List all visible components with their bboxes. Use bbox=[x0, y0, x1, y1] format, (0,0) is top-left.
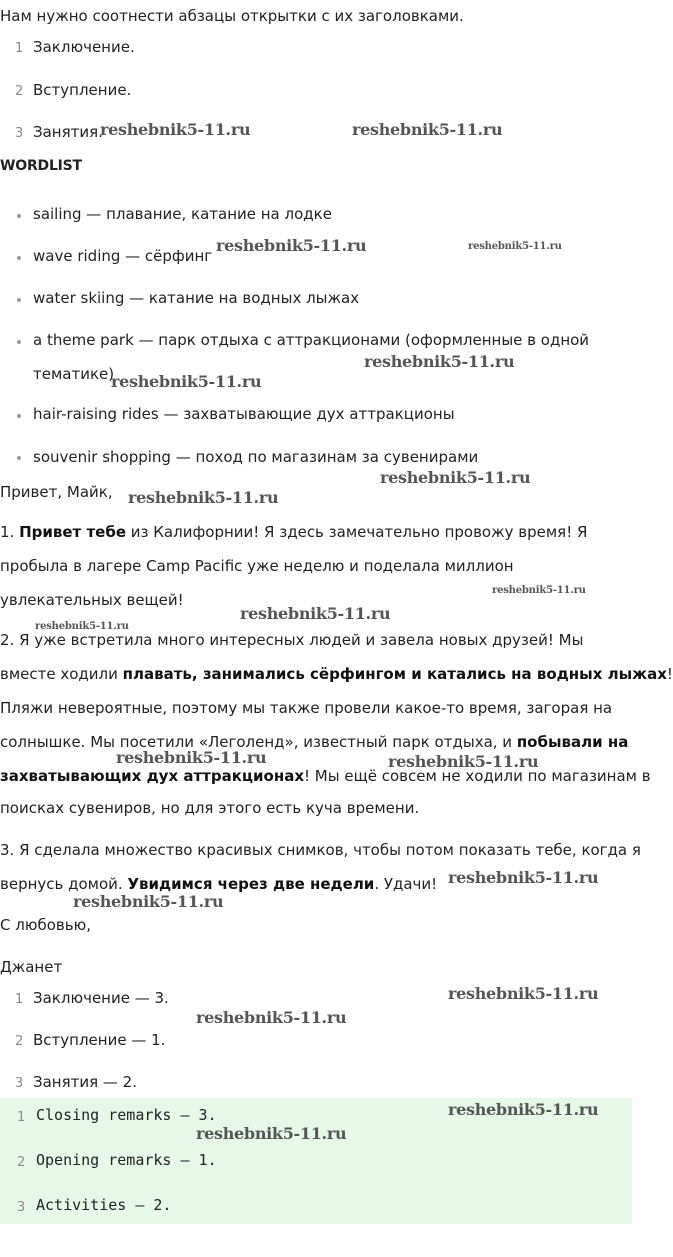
letter-paragraph-2-line: 2. Я уже встретила много интересных людей и завела новых друзей! Мы bbox=[0, 631, 584, 649]
list-number: 1 bbox=[15, 41, 24, 56]
wordlist-item: sailing — плавание, катание на лодке bbox=[33, 205, 332, 223]
list-item: Заключение. bbox=[33, 38, 135, 56]
task-intro: Нам нужно соотнести абзацы открытки с их заголовками. bbox=[0, 7, 464, 25]
watermark: reshebnik5-11.ru bbox=[116, 748, 267, 767]
bold-phrase: Увидимся через две недели bbox=[127, 875, 375, 893]
letter-paragraph-1-line: увлекательных вещей! bbox=[0, 591, 184, 609]
watermark: reshebnik5-11.ru bbox=[196, 1124, 347, 1143]
letter-greeting: Привет, Майк, bbox=[0, 483, 113, 501]
answer-item: Заключение — 3. bbox=[33, 989, 169, 1007]
watermark: reshebnik5-11.ru bbox=[388, 752, 539, 771]
list-number: 3 bbox=[15, 1076, 24, 1091]
watermark: reshebnik5-11.ru bbox=[35, 621, 129, 632]
bullet-icon bbox=[17, 298, 21, 302]
letter-signature: Джанет bbox=[0, 958, 63, 976]
watermark: reshebnik5-11.ru bbox=[216, 236, 367, 255]
list-number: 1 bbox=[17, 1110, 26, 1125]
list-number: 3 bbox=[17, 1200, 26, 1215]
answer-item-en: Closing remarks — 3. bbox=[36, 1106, 217, 1124]
bullet-icon bbox=[17, 414, 21, 418]
watermark: reshebnik5-11.ru bbox=[196, 1008, 347, 1027]
text-run: . Удачи! bbox=[374, 875, 438, 893]
letter-paragraph-1-line: пробыла в лагере Camp Pacific уже неделю и поделала миллион bbox=[0, 557, 514, 575]
text-run: из Калифорнии! Я здесь замечательно провожу время! Я bbox=[126, 523, 588, 541]
letter-paragraph-2-line bbox=[0, 764, 651, 788]
watermark: reshebnik5-11.ru bbox=[448, 1100, 599, 1119]
list-number: 1 bbox=[15, 992, 24, 1007]
wordlist-item: water skiing — катание на водных лыжах bbox=[33, 289, 360, 307]
wordlist-item: hair-raising rides — захватывающие дух аттракционы bbox=[33, 405, 455, 423]
watermark: reshebnik5-11.ru bbox=[448, 868, 599, 887]
watermark: reshebnik5-11.ru bbox=[111, 372, 262, 391]
paragraph-number: 1. bbox=[0, 523, 15, 541]
bullet-icon bbox=[17, 340, 21, 344]
bold-phrase: Привет тебе bbox=[19, 523, 126, 541]
watermark: reshebnik5-11.ru bbox=[73, 892, 224, 911]
wordlist-heading: WORDLIST bbox=[0, 158, 82, 174]
text-run: вернусь домой. bbox=[0, 875, 128, 893]
text-run: солнышке. Мы посетили «Леголенд», известный парк отдыха, и bbox=[0, 733, 517, 751]
bullet-icon bbox=[17, 214, 21, 218]
list-number: 2 bbox=[15, 1034, 24, 1049]
list-number: 2 bbox=[17, 1155, 26, 1170]
letter-closing: С любовью, bbox=[0, 916, 91, 934]
letter-paragraph-3-line: 3. Я сделала множество красивых снимков, чтобы потом показать тебе, когда я bbox=[0, 841, 641, 859]
watermark: reshebnik5-11.ru bbox=[128, 488, 279, 507]
answer-item: Вступление — 1. bbox=[33, 1031, 166, 1049]
answer-item-en: Opening remarks — 1. bbox=[36, 1151, 217, 1169]
watermark: reshebnik5-11.ru bbox=[364, 352, 515, 371]
bold-phrase: побывали на bbox=[516, 733, 629, 751]
bullet-icon bbox=[17, 456, 21, 460]
list-number: 3 bbox=[15, 126, 24, 141]
watermark: reshebnik5-11.ru bbox=[448, 984, 599, 1003]
text-run: ! bbox=[666, 665, 673, 683]
bold-phrase: захватывающих дух аттракционах bbox=[0, 767, 305, 785]
watermark: reshebnik5-11.ru bbox=[380, 468, 531, 487]
wordlist-item: wave riding — сёрфинг bbox=[33, 247, 213, 265]
watermark: reshebnik5-11.ru bbox=[352, 120, 503, 139]
list-item: Вступление. bbox=[33, 81, 132, 99]
list-item: Занятия. bbox=[33, 123, 103, 141]
watermark: reshebnik5-11.ru bbox=[240, 604, 391, 623]
letter-paragraph-2-line bbox=[0, 662, 673, 686]
letter-paragraph-2-line: поисках сувениров, но для этого есть куча времени. bbox=[0, 799, 420, 817]
list-number: 2 bbox=[15, 84, 24, 99]
watermark: reshebnik5-11.ru bbox=[468, 241, 562, 252]
wordlist-item: a theme park — парк отдыха с аттракционами (оформленные в одной bbox=[33, 331, 590, 349]
wordlist-item: souvenir shopping — поход по магазинам за сувенирами bbox=[33, 448, 479, 466]
watermark: reshebnik5-11.ru bbox=[492, 585, 586, 596]
answer-item-en: Activities — 2. bbox=[36, 1196, 172, 1214]
bullet-icon bbox=[17, 256, 21, 260]
watermark: reshebnik5-11.ru bbox=[100, 120, 251, 139]
letter-paragraph-1-line bbox=[0, 520, 587, 544]
answer-item: Занятия — 2. bbox=[33, 1073, 137, 1091]
wordlist-item-continued: тематике) bbox=[33, 365, 115, 383]
bold-phrase: плавать, занимались сёрфингом и катались на водных лыжах bbox=[122, 665, 667, 683]
letter-paragraph-2-line bbox=[0, 730, 628, 754]
text-run: ! Мы ещё совсем не ходили по магазинам в bbox=[304, 767, 651, 785]
letter-paragraph-2-line: Пляжи невероятные, поэтому мы также провели какое-то время, загорая на bbox=[0, 699, 613, 717]
text-run: вместе ходили bbox=[0, 665, 123, 683]
